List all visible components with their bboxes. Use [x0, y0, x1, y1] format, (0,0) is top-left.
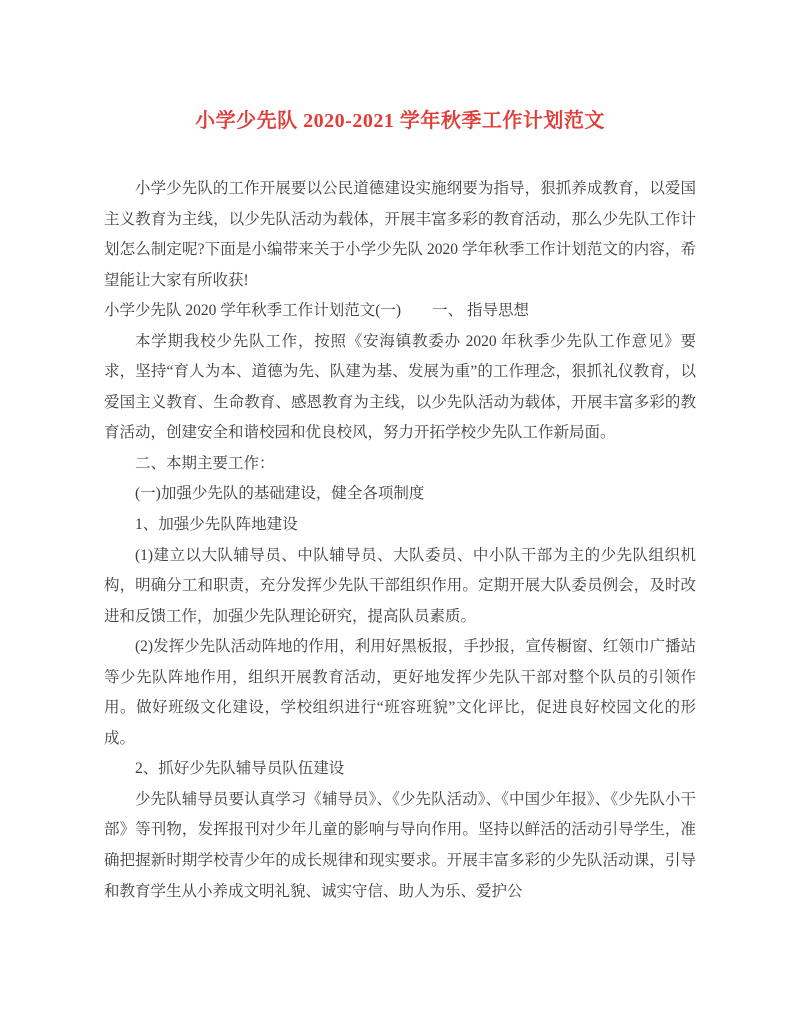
section-heading-part-one: 小学少先队 2020 学年秋季工作计划范文(一) 一、 指导思想: [104, 302, 529, 320]
heading-position-construction: 1、加强少先队阵地建设: [135, 516, 298, 534]
document-body: [0, 174, 800, 907]
heading-main-work: 二、本期主要工作：: [135, 454, 275, 472]
paragraph-organization-structure: (1)建立以大队辅导员、中队辅导员、大队委员、中小队干部为主的少先队组织机构，明确分工和职责，充分发挥少先队干部组织作用。定期开展大队委员例会，及时改进和反馈工作，加强少先队理论研究，提高队员素质。: [104, 546, 696, 625]
paragraph-guiding-ideology: 本学期我校少先队工作，按照《安海镇教委办 2020 年秋季少先队工作意见》要求，坚持“育人为本、道德为先、队建为基、发展为重”的工作理念，狠抓礼仪教育，以爱国主义教育、生命教育、感恩教育为主线，以少先队活动为载体，开展丰富多彩的教育活动，创建安全和谐校园和优良校风，努力开拓学校少先队工作新局面。: [104, 332, 696, 442]
paragraph-activity-positions: (2)发挥少先队活动阵地的作用，利用好黑板报，手抄报，宣传橱窗、红领巾广播站等少先队阵地作用，组织开展教育活动，更好地发挥少先队干部对整个队员的引领作用。做好班级文化建设，学校组织进行“班容班貌”文化评比，促进良好校园文化的形成。: [104, 638, 696, 747]
paragraph-counselor-study: 少先队辅导员要认真学习《辅导员》、《少先队活动》、《中国少年报》、《少先队小干部》等刊物，发挥报刊对少年儿童的影响与导向作用。坚持以鲜活的活动引导学生，准确把握新时期学校青少年的成长规律和现实要求。开展丰富多彩的少先队活动课，引导和教育学生从小养成文明礼貌、诚实守信、助人为乐、爱护公: [104, 790, 696, 900]
heading-counselor-team: 2、抓好少先队辅导员队伍建设: [135, 760, 345, 778]
heading-basic-construction: (一)加强少先队的基础建设，健全各项制度: [135, 485, 425, 503]
document-title: 小学少先队 2020-2021 学年秋季工作计划范文: [195, 110, 605, 132]
paragraph-intro: 小学少先队的工作开展要以公民道德建设实施纲要为指导，狠抓养成教育，以爱国主义教育为主线，以少先队活动为载体，开展丰富多彩的教育活动，那么少先队工作计划怎么制定呢?下面是小编带来关于小学少先队 2020 学年秋季工作计划范文的内容，希望能让大家有所收获!: [104, 180, 696, 289]
